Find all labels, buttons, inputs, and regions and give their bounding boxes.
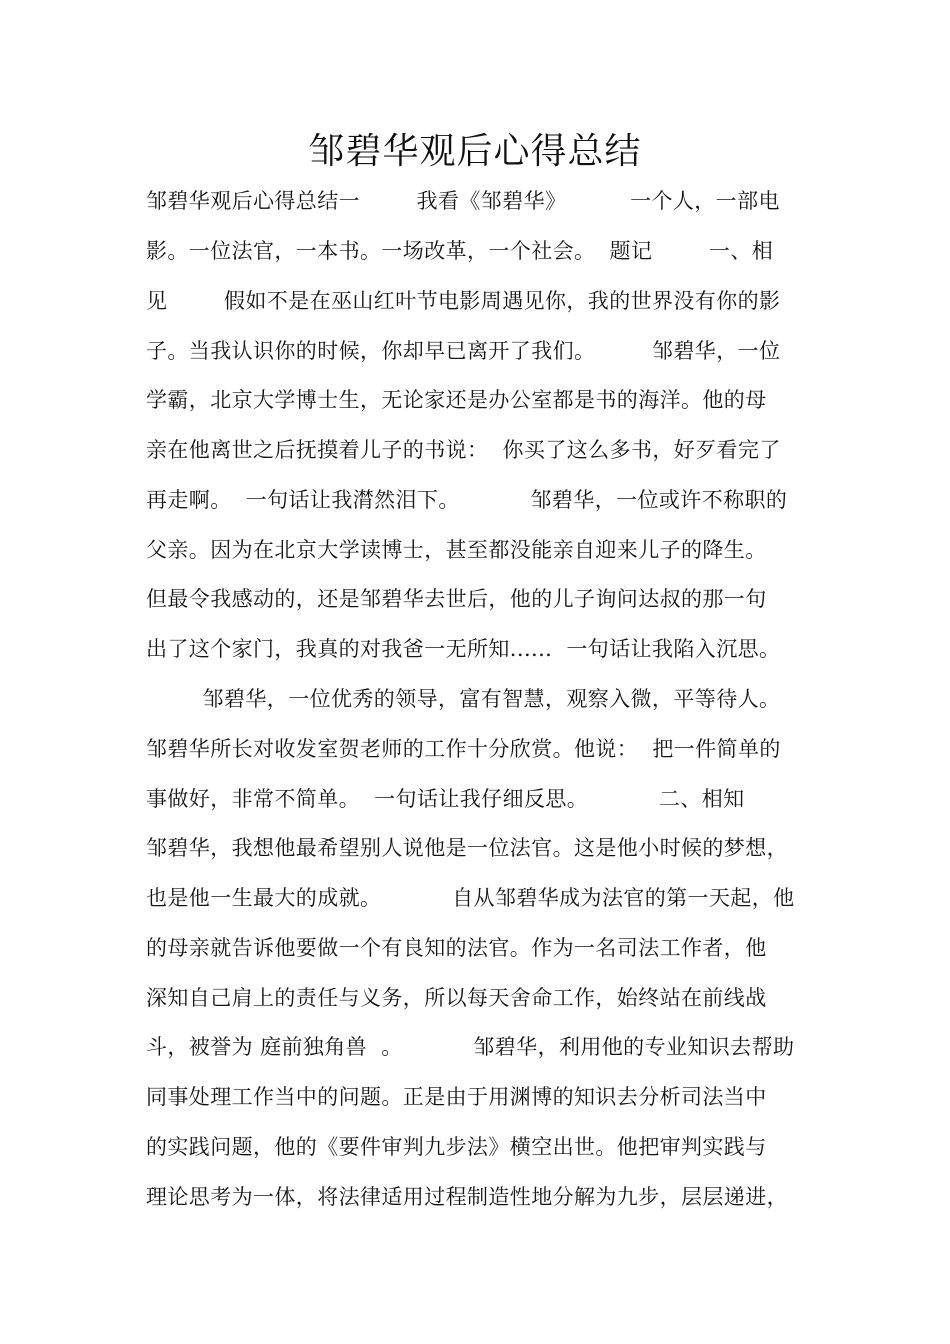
body-line-1: 邹碧华观后心得总结一 我看《邹碧华》 一个人，一部电 (146, 189, 780, 213)
body-line-19: 同事处理工作当中的问题。正是由于用渊博的知识去分析司法当中 (146, 1085, 767, 1109)
body-line-4: 子。当我认识你的时候，你却早已离开了我们。 邹碧华，一位 (146, 339, 781, 363)
body-line-7: 再走啊。 一句话让我潸然泪下。 邹碧华，一位或许不称职的 (146, 488, 788, 512)
body-line-2: 影。一位法官，一本书。一场改革，一个社会。 题记 一、相 (146, 239, 774, 263)
body-line-9: 但最令我感动的，还是邹碧华去世后，他的儿子询问达叔的那一句 (146, 587, 767, 611)
body-line-15: 也是他一生最大的成就。 自从邹碧华成为法官的第一天起，他 (146, 886, 795, 910)
body-line-14: 邹碧华，我想他最希望别人说他是一位法官。这是他小时候的梦想， (146, 836, 788, 860)
body-line-8: 父亲。因为在北京大学读博士，甚至都没能亲自迎来儿子的降生。 (146, 538, 767, 562)
body-line-10: 出了这个家门，我真的对我爸一无所知...... 一句话让我陷入沉思。 (146, 637, 781, 661)
body-line-18: 斗，被誉为 庭前独角兽 。 邹碧华，利用他的专业知识去帮助 (146, 1035, 795, 1059)
body-line-11: 邹碧华，一位优秀的领导，富有智慧，观察入微，平等待人。 (146, 687, 781, 711)
body-line-21: 理论思考为一体，将法律适用过程制造性地分解为九步，层层递进， (146, 1185, 788, 1209)
body-line-5: 学霸，北京大学博士生，无论家还是办公室都是书的海洋。他的母 (146, 388, 767, 412)
body-line-3: 见 假如不是在巫山红叶节电影周遇见你，我的世界没有你的影 (146, 289, 781, 313)
body-line-12: 邹碧华所长对收发室贺老师的工作十分欣赏。他说： 把一件简单的 (146, 737, 781, 761)
body-line-17: 深知自己肩上的责任与义务，所以每天舍命工作，始终站在前线战 (146, 986, 767, 1010)
body-line-13: 事做好，非常不简单。 一句话让我仔细反思。 二、相知 (146, 787, 745, 811)
body-line-16: 的母亲就告诉他要做一个有良知的法官。作为一名司法工作者，他 (146, 936, 767, 960)
document-title: 邹碧华观后心得总结 (308, 131, 642, 172)
body-line-20: 的实践问题，他的《要件审判九步法》横空出世。他把审判实践与 (146, 1135, 767, 1159)
body-line-6: 亲在他离世之后抚摸着儿子的书说： 你买了这么多书，好歹看完了 (146, 438, 781, 462)
